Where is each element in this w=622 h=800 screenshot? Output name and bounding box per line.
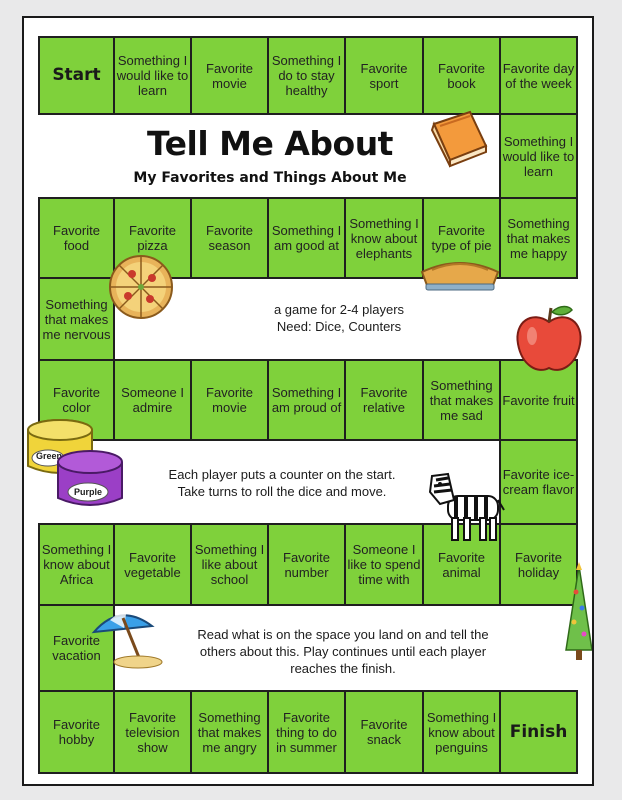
board-square[interactable] xyxy=(190,359,269,441)
square-label: Favorite movie xyxy=(206,385,253,415)
square-label: Something that makes me happy xyxy=(506,215,571,261)
square-label: Something I do to stay healthy xyxy=(271,53,342,98)
square-label: Something I like about school xyxy=(194,542,265,587)
instructions-play xyxy=(158,626,528,677)
game-board xyxy=(22,16,594,786)
square-label: Something I know about penguins xyxy=(426,709,497,755)
square-finish[interactable] xyxy=(499,690,578,774)
board-square[interactable] xyxy=(38,277,115,361)
board-square[interactable] xyxy=(190,36,269,115)
square-label: Favorite fruit xyxy=(502,392,575,408)
square-label: Favorite food xyxy=(53,223,100,253)
board-square[interactable] xyxy=(190,197,269,279)
purple-playdough-icon xyxy=(54,448,126,510)
instruction-line: Each player puts a counter on the start. xyxy=(168,467,396,482)
square-label: Favorite color xyxy=(53,385,100,415)
square-label: Something I know about Africa xyxy=(41,542,112,587)
square-label: Someone I like to spend time with xyxy=(347,542,421,587)
square-label: Something I am good at xyxy=(271,223,342,253)
square-label: Favorite animal xyxy=(438,549,485,580)
square-label: Finish xyxy=(509,721,568,742)
square-label: Favorite ice-cream flavor xyxy=(502,467,575,497)
board-square[interactable] xyxy=(190,690,269,774)
square-label: Favorite holiday xyxy=(515,549,562,580)
board-square[interactable] xyxy=(267,359,346,441)
book-icon xyxy=(426,106,492,170)
board-square[interactable] xyxy=(38,523,115,606)
square-label: Someone I admire xyxy=(121,385,184,415)
board-square[interactable] xyxy=(499,197,578,279)
board-square[interactable] xyxy=(499,113,578,199)
beach-umbrella-icon xyxy=(90,606,166,670)
square-label: Something that makes me nervous xyxy=(42,296,111,342)
square-label: Favorite television show xyxy=(125,709,180,755)
instruction-line: others about this. Play continues until each player xyxy=(199,644,487,659)
square-label: Favorite thing to do in summer xyxy=(276,709,337,755)
square-label: Start xyxy=(52,65,101,85)
square-label: Favorite book xyxy=(438,60,485,91)
players-line: a game for 2-4 players xyxy=(273,302,405,317)
board-square[interactable] xyxy=(113,36,192,115)
board-square[interactable] xyxy=(38,690,115,774)
board-square[interactable] xyxy=(344,523,424,606)
square-label: Favorite vacation xyxy=(52,633,101,663)
square-start[interactable] xyxy=(38,36,115,115)
square-label: Favorite relative xyxy=(360,385,408,415)
square-label: Something I am proud of xyxy=(271,385,342,415)
board-square[interactable] xyxy=(267,197,346,279)
green-tub-label: Green xyxy=(35,451,62,461)
board-square[interactable] xyxy=(267,36,346,115)
purple-tub-label: Purple xyxy=(73,487,102,497)
square-label: Favorite sport xyxy=(360,60,408,91)
square-label: Favorite snack xyxy=(360,717,408,747)
board-square[interactable] xyxy=(344,197,424,279)
square-label: Favorite pizza xyxy=(129,223,176,253)
square-label: Favorite movie xyxy=(206,60,253,91)
instruction-line: Read what is on the space you land on and tell the xyxy=(197,627,489,642)
pie-icon xyxy=(418,258,502,292)
board-square[interactable] xyxy=(267,690,346,774)
board-square[interactable] xyxy=(499,439,578,525)
board-square[interactable] xyxy=(422,359,501,441)
board-square[interactable] xyxy=(499,36,578,115)
zebra-icon xyxy=(426,470,506,546)
board-square[interactable] xyxy=(344,359,424,441)
board-square[interactable] xyxy=(113,523,192,606)
instruction-line: Take turns to roll the dice and move. xyxy=(177,484,387,499)
square-label: Favorite season xyxy=(206,223,253,253)
board-square[interactable] xyxy=(190,523,269,606)
square-label: Something I would like to learn xyxy=(502,133,575,179)
players-info xyxy=(224,301,454,335)
square-label: Something I would like to learn xyxy=(116,53,189,98)
board-square[interactable] xyxy=(344,690,424,774)
board-square[interactable] xyxy=(422,36,501,115)
board-square[interactable] xyxy=(267,523,346,606)
apple-icon xyxy=(512,304,586,376)
pizza-icon xyxy=(106,252,176,322)
square-label: Favorite vegetable xyxy=(124,549,181,580)
square-label: Favorite type of pie xyxy=(431,223,492,253)
page-title: Tell Me About xyxy=(147,124,393,163)
board-square[interactable] xyxy=(38,197,115,279)
page-subtitle: My Favorites and Things About Me xyxy=(133,170,407,186)
square-label: Something that makes me sad xyxy=(429,377,494,423)
instruction-line: reaches the finish. xyxy=(290,661,396,676)
square-label: Something that makes me angry xyxy=(197,709,262,755)
board-square[interactable] xyxy=(113,359,192,441)
party-tree-icon xyxy=(564,562,594,662)
square-label: Something I know about elephants xyxy=(349,215,419,261)
board-square[interactable] xyxy=(422,690,501,774)
need-line: Need: Dice, Counters xyxy=(276,319,402,334)
board-square[interactable] xyxy=(344,36,424,115)
instructions-start xyxy=(122,466,442,500)
board-square[interactable] xyxy=(113,690,192,774)
square-label: Favorite hobby xyxy=(53,717,100,747)
square-label: Favorite day of the week xyxy=(502,60,575,91)
square-label: Favorite number xyxy=(283,549,330,580)
